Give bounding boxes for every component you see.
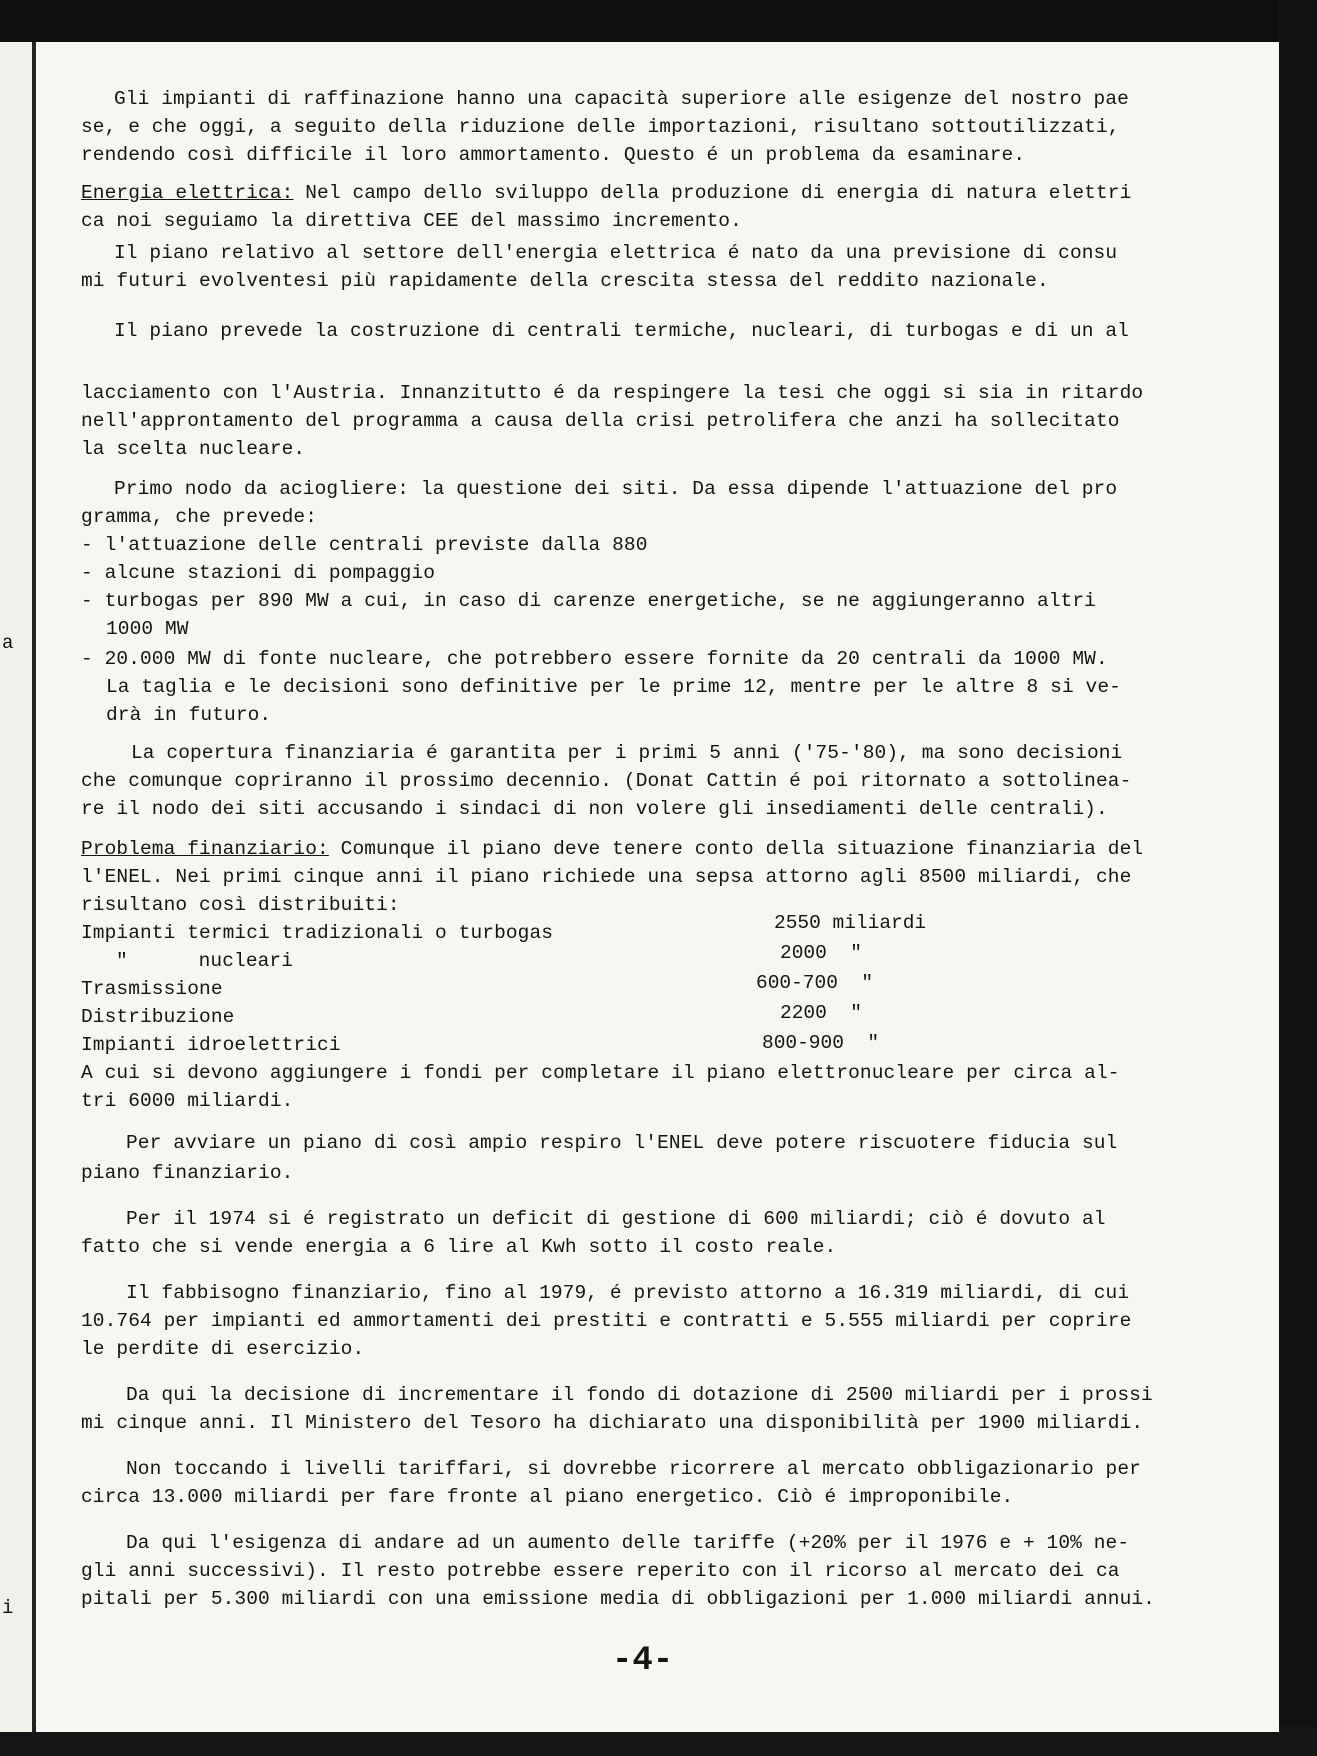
adjacent-page-strip: [0, 42, 35, 1732]
text-line: l'ENEL. Nei primi cinque anni il piano richiede una sepsa attorno agli 8500 miliardi, che: [81, 866, 1132, 888]
text-line: re il nodo dei siti accusando i sindaci di non volere gli insediamenti delle centrali).: [81, 798, 1108, 820]
text-line: risultano così distribuiti:: [81, 894, 400, 916]
list-item: - alcune stazioni di pompaggio: [81, 562, 436, 584]
text-line: pitali per 5.300 miliardi con una emissione media di obbligazioni per 1.000 miliardi annui.: [81, 1588, 1155, 1610]
list-item: - l'attuazione delle centrali previste dalla 880: [81, 534, 648, 556]
text-line: mi futuri evolventesi più rapidamente della crescita stessa del reddito nazionale.: [81, 270, 1049, 292]
table-row-value: 2000 ": [780, 942, 862, 964]
text-line: Da qui l'esigenza di andare ad un aumento delle tariffe (+20% per il 1976 e + 10% ne-: [126, 1532, 1130, 1554]
margin-fragment: i: [2, 1597, 14, 1619]
table-row-value: 800-900 ": [762, 1032, 880, 1054]
text-line: Il piano relativo al settore dell'energia elettrica é nato da una previsione di consu: [114, 242, 1118, 264]
table-row-value: 600-700 ": [756, 972, 874, 994]
text-line: Per avviare un piano di così ampio respiro l'ENEL deve potere riscuotere fiducia sul: [126, 1132, 1118, 1154]
text-line: La copertura finanziaria é garantita per i primi 5 anni ('75-'80), ma sono decisioni: [131, 742, 1123, 764]
text-line: gramma, che prevede:: [81, 506, 318, 528]
text-line: A cui si devono aggiungere i fondi per completare il piano elettronucleare per circa al-: [81, 1062, 1120, 1084]
table-row-label: Distribuzione: [81, 1006, 235, 1028]
list-item: - 20.000 MW di fonte nucleare, che potrebbero essere fornite da 20 centrali da 1000 MW.: [81, 648, 1108, 670]
right-scan-border: [1279, 0, 1317, 1756]
table-row-value: 2550 miliardi: [774, 912, 927, 934]
text-line: rendendo così difficile il loro ammortamento. Questo é un problema da esaminare.: [81, 144, 1026, 166]
text-line: fatto che si vende energia a 6 lire al Kwh sotto il costo reale.: [81, 1236, 837, 1258]
text-line: circa 13.000 miliardi per fare fronte al piano energetico. Ciò é improponibile.: [81, 1486, 1014, 1508]
text-line: Problema finanziario: Comunque il piano deve tenere conto della situazione finanziaria del: [81, 838, 1144, 860]
list-item: - turbogas per 890 MW a cui, in caso di carenze energetiche, se ne aggiungeranno altri: [81, 590, 1096, 612]
text-line: se, e che oggi, a seguito della riduzione delle importazioni, risultano sottoutilizzati,: [81, 116, 1120, 138]
text-line: lacciamento con l'Austria. Innanzitutto é da respingere la tesi che oggi si sia in ritardo: [81, 382, 1144, 404]
text-line: Il piano prevede la costruzione di centrali termiche, nucleari, di turbogas e di un al: [114, 320, 1129, 342]
text-line: Primo nodo da aciogliere: la questione dei siti. Da essa dipende l'attuazione del pro: [114, 478, 1118, 500]
text-line: drà in futuro.: [106, 704, 272, 726]
table-row-label: Trasmissione: [81, 978, 223, 1000]
text-line: le perdite di esercizio.: [81, 1338, 365, 1360]
text-line: mi cinque anni. Il Ministero del Tesoro ha dichiarato una disponibilità per 1900 miliardi.: [81, 1412, 1144, 1434]
top-scan-border: [0, 0, 1317, 42]
table-row-label: Impianti termici tradizionali o turbogas: [81, 922, 554, 944]
text-line: La taglia e le decisioni sono definitive per le prime 12, mentre per le altre 8 si ve-: [106, 676, 1121, 698]
text-line: Il fabbisogno finanziario, fino al 1979, é previsto attorno a 16.319 miliardi, di cui: [126, 1282, 1130, 1304]
table-row-value: 2200 ": [780, 1002, 862, 1024]
text-line: Energia elettrica: Nel campo dello sviluppo della produzione di energia di natura elettri: [81, 182, 1132, 204]
list-item-continuation: 1000 MW: [106, 618, 189, 640]
text-line: Non toccando i livelli tariffari, si dovrebbe ricorrere al mercato obbligazionario per: [126, 1458, 1141, 1480]
margin-fragment: a: [2, 632, 14, 654]
text-line: Per il 1974 si é registrato un deficit di gestione di 600 miliardi; ciò é dovuto al: [126, 1208, 1106, 1230]
text-line: nell'approntamento del programma a causa della crisi petrolifera che anzi ha sollecitato: [81, 410, 1120, 432]
text-line: che comunque copriranno il prossimo decennio. (Donat Cattin é poi ritornato a sottolinea-: [81, 770, 1132, 792]
text-line: Da qui la decisione di incrementare il fondo di dotazione di 2500 miliardi per i prossi: [126, 1384, 1153, 1406]
table-row-label: Impianti idroelettrici: [81, 1034, 341, 1056]
section-heading: Problema finanziario:: [81, 838, 329, 860]
text-line: la scelta nucleare.: [81, 438, 306, 460]
text-line: gli anni successivi). Il resto potrebbe essere reperito con il ricorso al mercato dei ca: [81, 1560, 1120, 1582]
text-line: ca noi seguiamo la direttiva CEE del massimo incremento.: [81, 210, 742, 232]
page-number: -4-: [612, 1642, 674, 1680]
section-heading: Energia elettrica:: [81, 182, 294, 204]
text-line: piano finanziario.: [81, 1162, 294, 1184]
table-row-label: " nucleari: [116, 950, 294, 972]
document-page: [36, 42, 1279, 1732]
text-line: Gli impianti di raffinazione hanno una capacità superiore alle esigenze del nostro pae: [114, 88, 1129, 110]
text-line: tri 6000 miliardi.: [81, 1090, 294, 1112]
text-line: 10.764 per impianti ed ammortamenti dei prestiti e contratti e 5.555 miliardi per coprire: [81, 1310, 1132, 1332]
